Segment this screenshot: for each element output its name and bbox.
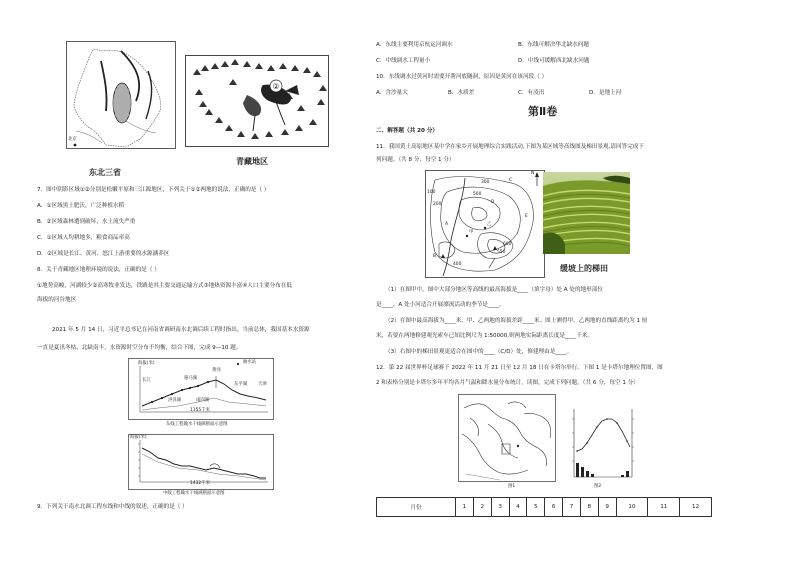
question-9: 9．下列关于南水北调工程东线和中线的叙述，正确的是（ ）: [37, 504, 188, 510]
qatar-climate-chart: [566, 405, 640, 483]
contour-label-550: 550: [497, 250, 506, 255]
east-label-changjiang: 长江: [142, 378, 151, 383]
east-profile-length: 1155千米: [190, 408, 210, 413]
sub-question-2-line1: （2）在图中最高海拔为____米，甲、乙两地的海拔差距____米。图上测得甲、乙两地的直线距离约为 1 厘: [385, 318, 648, 324]
middle-profile-y-label: 海拔(米): [130, 435, 147, 440]
east-label-luoma: 骆马湖: [184, 376, 198, 381]
east-label-hongze: 洪泽湖: [168, 398, 182, 403]
contour-label-200: 200: [433, 202, 442, 207]
q8-statements-line1: ①地势高峻，河湖较少②高寒牧业发达，铁路是其主要交通运输方式③地热资源丰富④人口主要分布在低: [37, 283, 292, 289]
month-cell: 5: [527, 498, 545, 517]
contour-label-500: 500: [473, 192, 482, 197]
passage-line1: 2021 年 5 月 14 日，习近平总书记在河南省调研南水北调后续工程时指出，当前总体，我国基本水资源: [52, 327, 310, 333]
month-cell: 2: [473, 498, 491, 517]
contour-label-c: C: [509, 178, 513, 183]
q10-option-c: C．有凌汛: [518, 90, 545, 96]
table-row: [377, 498, 712, 517]
contour-label-e: E: [525, 214, 528, 219]
question-12-line1: 12．第 22 届世界杯足球赛于 2022 年 11 月 21 日至 12 月 18 日在卡塔尔举行。下图 1 是卡塔尔地理位置图，图: [376, 365, 663, 371]
q9-option-c: C．中线调水工程量小: [376, 58, 431, 64]
month-cell: 6: [545, 498, 563, 517]
q10-option-b: B．水质差: [448, 90, 475, 96]
east-label-nansi: 南四湖: [196, 398, 210, 403]
east-profile-legend: 抽水站: [243, 360, 257, 365]
qinghai-tibet-caption: 青藏地区: [236, 157, 268, 166]
month-cell: 8: [580, 498, 598, 517]
middle-profile-length: 1432千米: [190, 481, 210, 486]
east-label-tianjin: 天津: [258, 382, 267, 387]
month-cell: 7: [563, 498, 581, 517]
east-profile-caption: 东线工程输水干线纵断面示意图: [166, 422, 228, 427]
contour-map: [425, 170, 545, 278]
sub-question-1-line1: （1）在图甲中，图中大部分地区等高线的最高海拔是____（填字母）处 A 处的地形部位: [385, 287, 603, 293]
contour-label-jia: 甲: [469, 230, 474, 235]
middle-profile-caption: 中线工程输水干线纵断面示意图: [163, 491, 225, 496]
question-7: 7．图中阴影区域①②分别是松嫩平原和三江源地区，下列关于①②两地的说法，正确的是（ ）: [37, 187, 270, 193]
month-cell: 1: [456, 498, 474, 517]
month-cell: 12: [680, 498, 712, 517]
northeast-china-map: [66, 41, 176, 149]
east-route-profile: [128, 358, 274, 420]
figure-2-caption: 图2: [594, 484, 602, 489]
q7-option-c: C．①区域人均耕地多，粮食商品率高: [37, 235, 130, 241]
contour-label-yi: 乙: [487, 222, 492, 227]
east-label-dongping: 东平湖: [234, 382, 248, 387]
contour-label-300: 300: [481, 180, 490, 185]
northeast-map-caption: 东北三省: [89, 168, 121, 177]
sub-question-1-line2: 是____。A 处小河适合开展漂流活动的季节是____。: [376, 302, 505, 308]
month-cell: 10: [616, 498, 648, 517]
contour-label-400: 400: [453, 262, 462, 267]
month-cell: 4: [509, 498, 527, 517]
month-header-cell: 月份: [377, 498, 456, 517]
q7-option-d: D．②区域是长江、黄河、怒江上游重要的水源涵养区: [37, 251, 170, 257]
month-table: [376, 497, 712, 517]
q9-option-b: B．东线可解决华北缺水问题: [518, 42, 589, 48]
qinghai-tibet-map: [185, 55, 329, 147]
month-cell: 3: [491, 498, 509, 517]
question-11-line1: 11．我国黄土高原地区某中学在家乡开展地理综合实践活动,下图为某区域等高线图及梯田景观,请回答完成下: [376, 144, 644, 150]
section-2-heading: 二、解答题（共 20 分）: [376, 128, 439, 134]
middle-route-profile: [128, 434, 274, 490]
q7-option-b: B．②区域森林遭到破坏，水土流失严重: [37, 219, 136, 225]
sub-question-2-line2: 米，若要在两地修建观光索车已知比例尺为 1:50000,则两地实际距离长度是____千米。: [376, 333, 593, 339]
contour-label-b: B: [433, 254, 437, 259]
contour-label-100: 100: [427, 190, 436, 195]
contour-label-d: D: [491, 200, 495, 205]
passage-line2: 一直是夏汛冬枯、北缺南丰，水资源时空分布不均衡，结合下图，完成 9—10 题。: [37, 345, 242, 351]
question-12-line2: 2 和表格分别是卡塔尔多年平均各月气温和降水量分布统计。读图，完成下列问题。（共 6 分，每空 1 分）: [376, 380, 639, 386]
sub-question-3: （3）右图中的梯田景观更适合在图中的____（C/D）处，修建理由是____。: [385, 349, 573, 355]
part-2-title: 第Ⅱ卷: [528, 105, 558, 118]
question-8: 8．关于青藏地区地理环境的说法，正确的是（ ）: [37, 267, 160, 273]
question-11-line2: 列问题。（共 8 分，每空 1 分）: [376, 157, 455, 163]
q8-statements-line2: 海拔的河谷地区: [37, 297, 77, 303]
beijing-label: 北京: [68, 137, 77, 142]
contour-label-a: A: [445, 222, 449, 227]
region-2-marker: ②: [272, 82, 280, 91]
contour-label-600: 600: [503, 242, 512, 247]
east-profile-y-label: 海拔(米): [138, 361, 155, 366]
figure-1-caption: 图1: [508, 484, 516, 489]
north-arrow-label: N: [531, 171, 535, 176]
q10-option-a: A．含沙量大: [376, 90, 408, 96]
month-cell: 11: [648, 498, 680, 517]
q10-option-d: D．是地上河: [589, 90, 622, 96]
terrace-photo: [543, 172, 630, 254]
q9-option-a: A．东线主要利用京杭运河调水: [376, 42, 453, 48]
qatar-location-map: [458, 394, 556, 482]
q9-option-d: D．中线可缓解西北缺水问题: [518, 58, 590, 64]
month-cell: 9: [598, 498, 616, 517]
terrace-caption: 缓坡上的梯田: [560, 264, 608, 273]
q7-option-a: A．①区域黑土肥沃，广泛种植水稻: [37, 203, 125, 209]
east-label-huanghe: 黄河: [212, 368, 221, 373]
question-10: 10．东线调水过黄河时需要开凿河底隧洞，原因是黄河在该河段（ ）: [376, 74, 548, 80]
